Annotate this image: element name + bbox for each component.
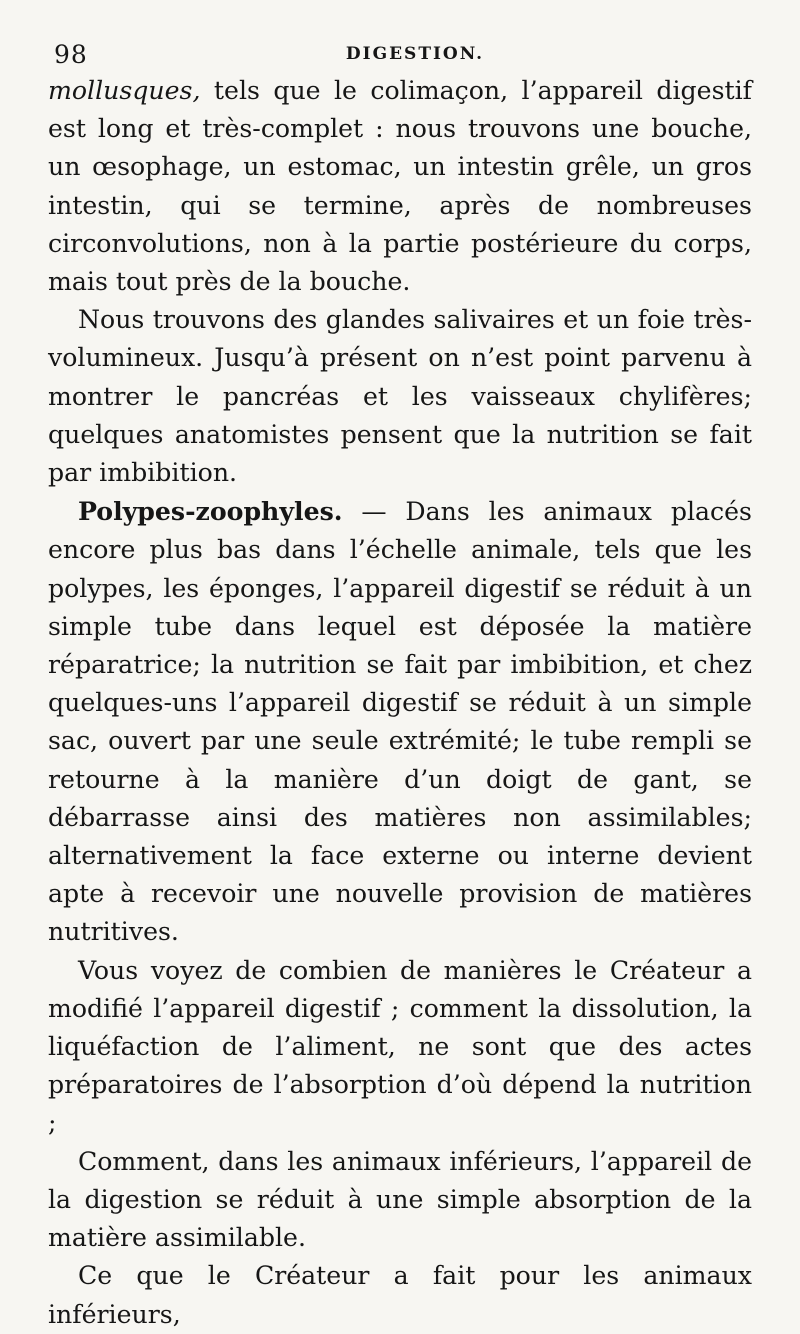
paragraph-3-text: — Dans les animaux placés encore plus bas dans l’échelle animale, tels que les polypes, les éponges, l’appareil digestif se réduit à un simple tube dans lequel est déposée la matière réparatrice; la nutrition se fait par imbibition, et chez quelques-uns l’appareil digestif se réduit à un simple sac, ouvert par une seule extrémité; le tube rempli se retourne à la manière d’un doigt de gant, se débarrasse ainsi des matières non assimilables; alternativement la face externe ou interne devient apte à recevoir une nouvelle provision de matières nutritives. [48, 497, 752, 947]
running-title: DIGESTION. [345, 44, 485, 64]
body-text [48, 72, 752, 1334]
page-number: 98 [54, 40, 88, 69]
paragraph-1 [48, 72, 752, 301]
paragraph-3 [48, 492, 752, 951]
paragraph-6: Ce que le Créateur a fait pour les animaux inférieurs, [48, 1261, 752, 1329]
paragraph-1-lead: mollusques, [48, 76, 201, 105]
paragraph-5: Comment, dans les animaux inférieurs, l’appareil de la digestion se réduit à une simple absorption de la matière assimilable. [48, 1146, 752, 1253]
page-header [48, 28, 752, 72]
paragraph-1-text: tels que le colimaçon, l’appareil digestif est long et très-complet : nous trouvons une bouche, un œsophage, un estomac, un intestin grêle, un gros intestin, qui se termine, après de nombreuses circonvolutions, non à la partie postérieure du corps, mais tout près de la bouche. [48, 76, 752, 297]
paragraph-2: Nous trouvons des glandes salivaires et un foie très-volumineux. Jusqu’à présent on n’est point parvenu à montrer le pancréas et les vaisseaux chylifères; quelques anatomistes pensent que la nutrition se fait par imbibition. [48, 305, 752, 488]
section-heading-polypes: Polypes-zoophyles. [78, 496, 343, 527]
paragraph-4: Vous voyez de combien de manières le Créateur a modifié l’appareil digestif ; comment la dissolution, la liquéfaction de l’aliment, ne sont que des actes préparatoires de l’absorption d’où dépend la nutrition ; [48, 955, 752, 1138]
